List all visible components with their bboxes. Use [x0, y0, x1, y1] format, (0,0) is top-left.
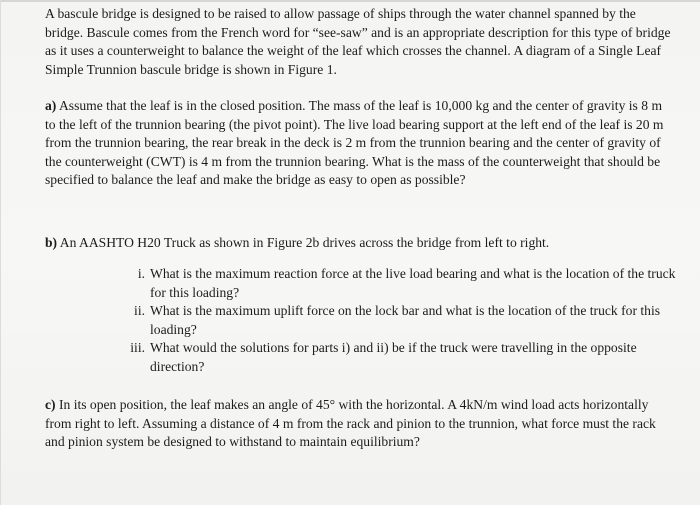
part-b-paragraph [45, 234, 675, 253]
part-c-text: In its open position, the leaf makes an angle of 45° with the horizontal. A 4kN/m wind load acts horizontally from right to left. Assuming a distance of 4 m from the rack and pinion to the trunnion, what force must the rack and pinion system be designed to withstand to maintain equilibrium? [45, 397, 656, 450]
part-b-label: b) [45, 235, 58, 250]
part-c-label: c) [45, 397, 56, 412]
subquestion-number: ii. [134, 303, 145, 319]
subquestion-text: What is the maximum reaction force at the live load bearing and what is the location of the truck for this loading? [150, 266, 676, 300]
subquestion-text: What would the solutions for parts i) and ii) be if the truck were travelling in the opposite direction? [150, 340, 637, 374]
part-c-paragraph [45, 396, 675, 452]
intro-paragraph: A bascule bridge is designed to be raised to allow passage of ships through the water channel spanned by the bridge. Bascule comes from the French word for “see-saw” and is an appropriate description for this type of bridge as it uses a counterweight to balance the weight of the leaf which crosses the channel. A diagram of a Single Leaf Simple Trunnion bascule bridge is shown in Figure 1. [45, 6, 671, 77]
subquestion-number: i. [137, 266, 145, 281]
top-border [0, 0, 700, 2]
subquestion-number: iii. [130, 340, 145, 356]
part-b-text: An AASHTO H20 Truck as shown in Figure 2b drives across the bridge from left to right. [59, 235, 550, 250]
subquestion-text: What is the maximum uplift force on the lock bar and what is the location of the truck for this loading? [150, 303, 661, 337]
subquestion-i [113, 265, 678, 302]
part-a-paragraph [45, 97, 675, 190]
part-b-subquestions [113, 265, 678, 377]
left-border [0, 0, 1, 505]
subquestion-ii [113, 302, 678, 339]
part-a-label: a) [45, 98, 57, 113]
part-a-text: Assume that the leaf is in the closed position. The mass of the leaf is 10,000 kg and the center of gravity is 8 m to the left of the trunnion bearing (the pivot point). The live load bearing support at the left end of the leaf is 20 m from the trunnion bearing, the rear break in the deck is 2 m from the trunnion bearing and the center of gravity of the counterweight (CWT) is 4 m from the trunnion bearing. What is the mass of the counterweight that should be specified to balance the leaf and make the bridge as easy to open as possible? [45, 98, 664, 188]
subquestion-iii [113, 339, 678, 376]
